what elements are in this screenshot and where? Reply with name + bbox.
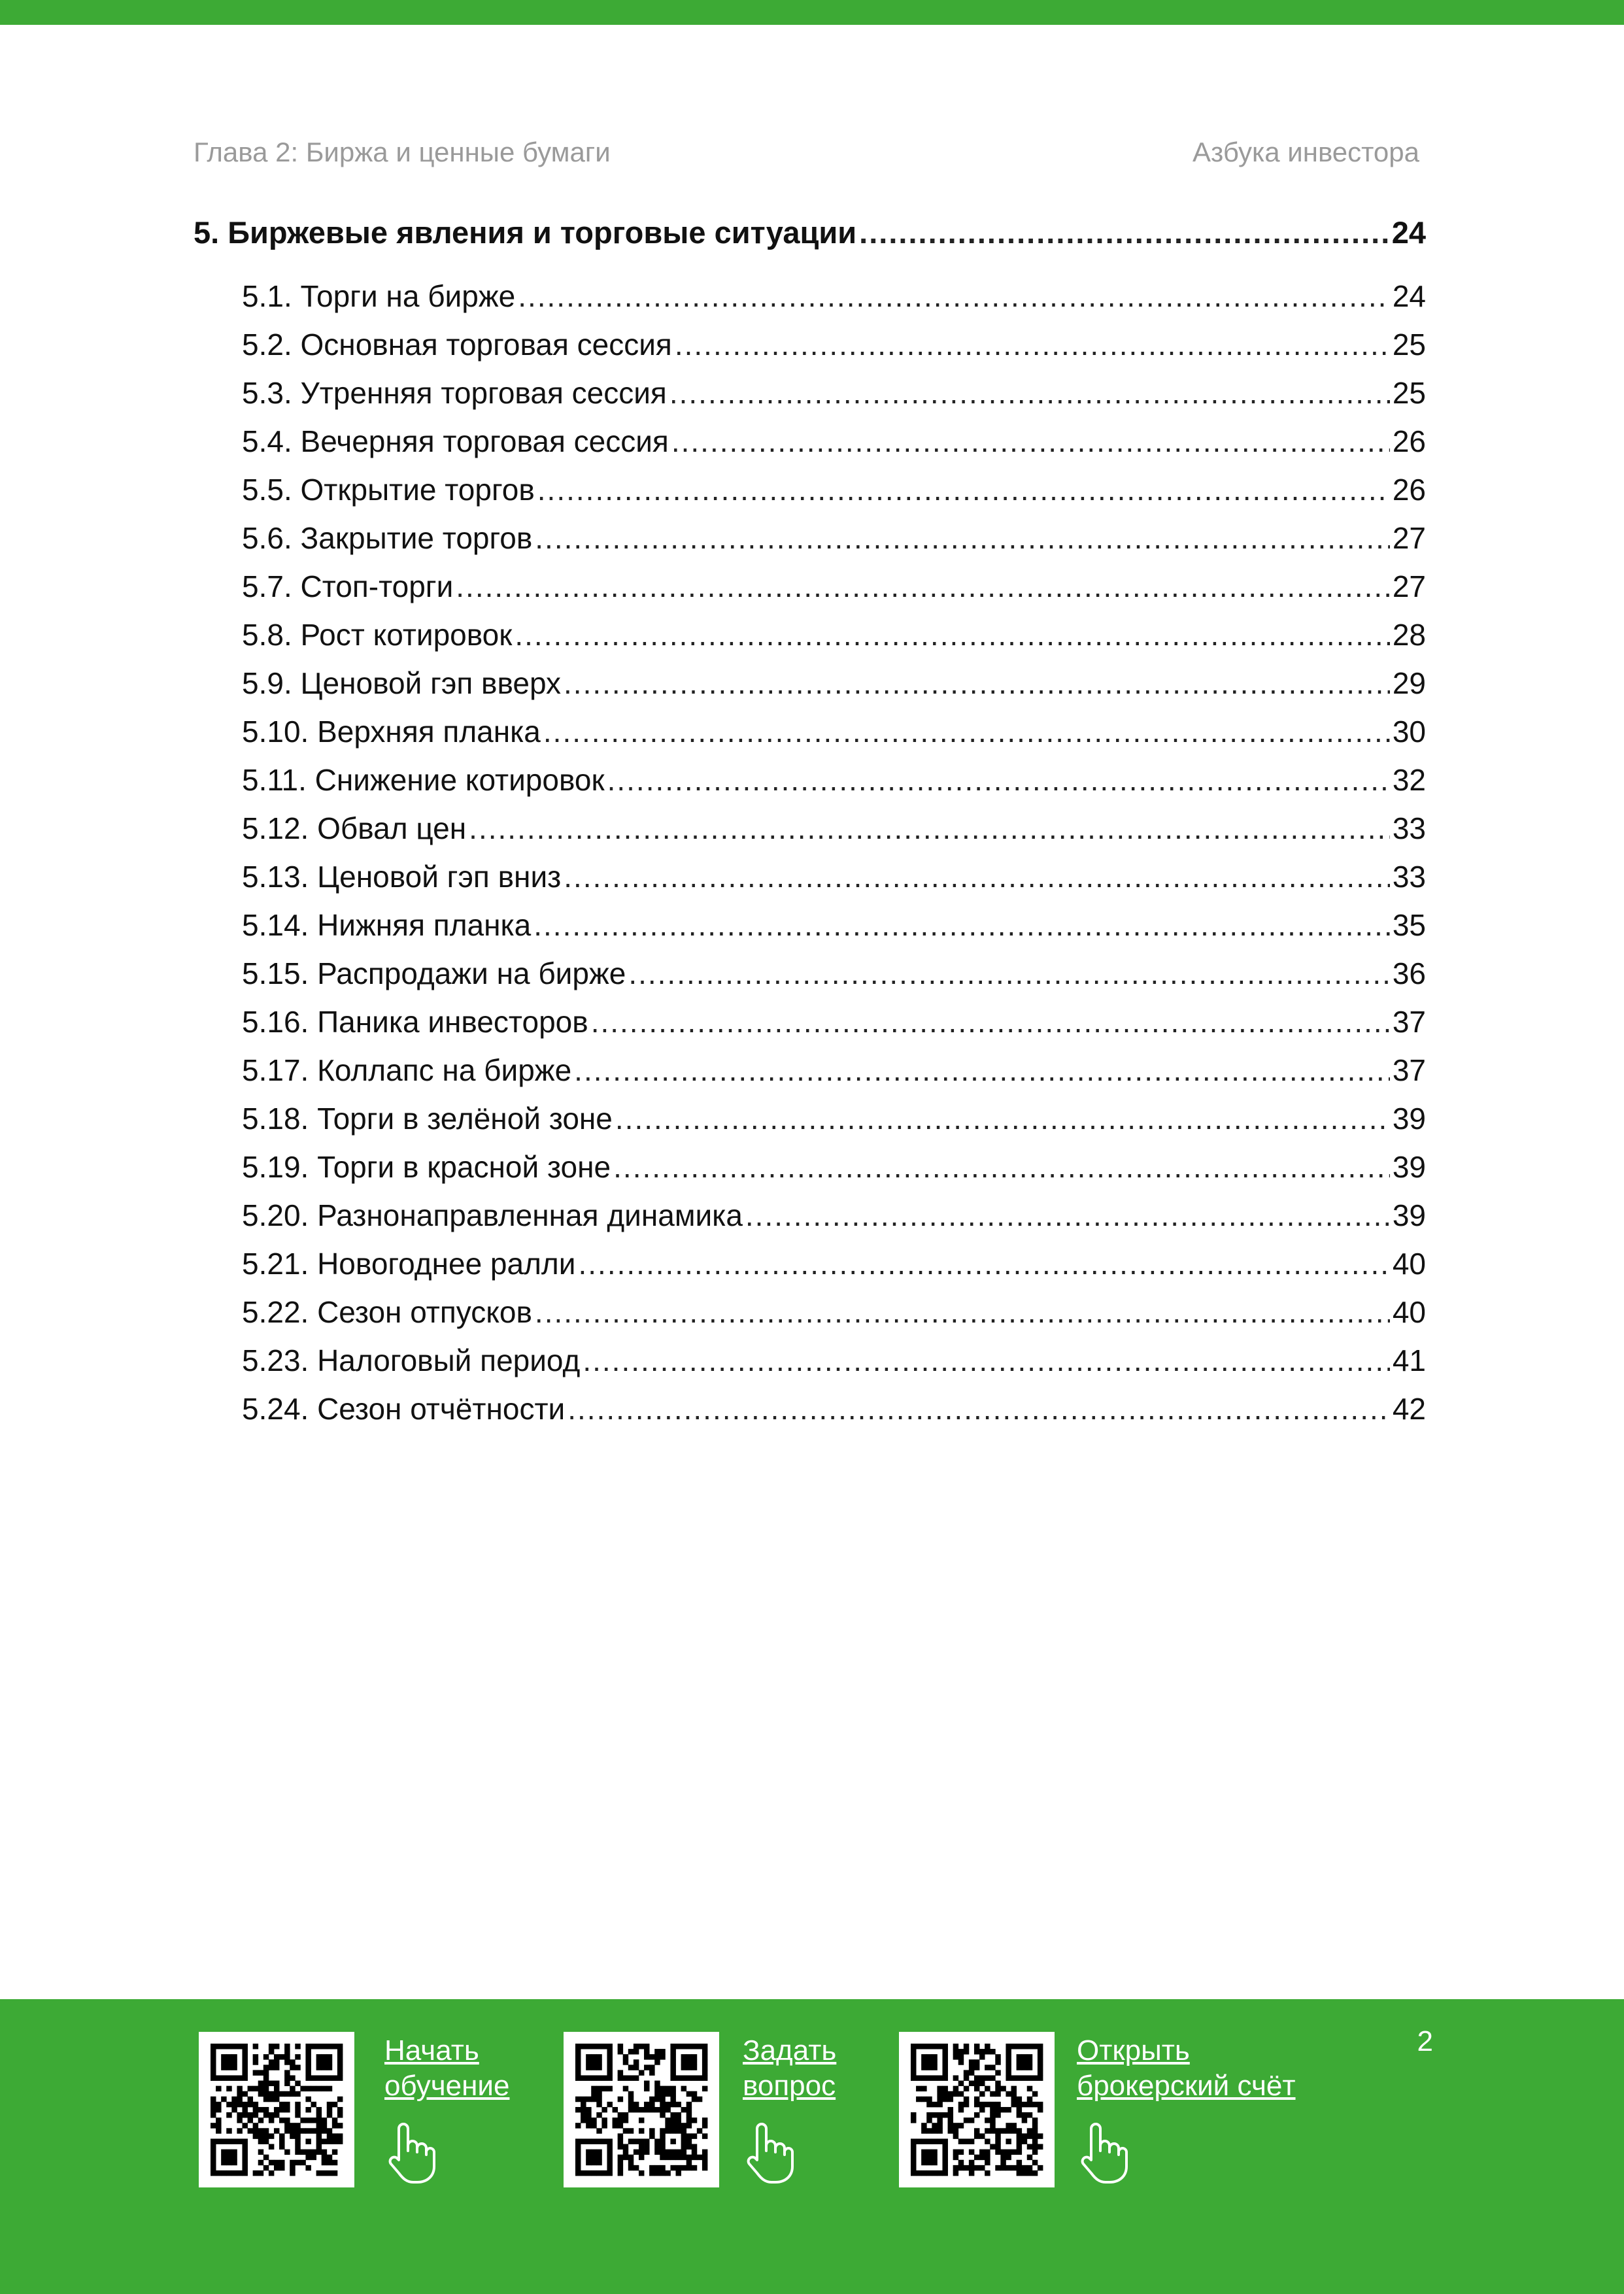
toc-entry-page: 27: [1392, 569, 1426, 603]
toc-entry[interactable]: [194, 949, 1426, 998]
top-accent-bar: [0, 0, 1624, 25]
link-line-1: Открыть: [1077, 2034, 1190, 2066]
dot-leader: [671, 417, 1390, 465]
dot-leader: [578, 1240, 1389, 1288]
toc-entry-label: 5.19. Торги в красной зоне: [242, 1150, 611, 1184]
toc-entry-page: 35: [1392, 908, 1426, 942]
dot-leader: [518, 272, 1390, 320]
toc-entry-label: 5.17. Коллапс на бирже: [242, 1053, 572, 1087]
toc-entry[interactable]: [194, 272, 1426, 320]
toc-entry-label: 5.3. Утренняя торговая сессия: [242, 376, 667, 410]
hand-pointer-icon: [1077, 2121, 1129, 2186]
toc-entry-label: 5.13. Ценовой гэп вниз: [242, 860, 562, 894]
hand-pointer-icon: [743, 2121, 795, 2186]
toc-entry-label: 5.7. Стоп-торги: [242, 569, 454, 603]
dot-leader: [456, 562, 1390, 611]
toc-entry-label: 5.20. Разнонаправленная динамика: [242, 1198, 743, 1232]
dot-leader: [607, 756, 1390, 804]
toc-entry-page: 37: [1392, 1053, 1426, 1087]
qr-code[interactable]: [899, 2032, 1055, 2187]
toc-entry[interactable]: [194, 611, 1426, 659]
toc-entry-page: 26: [1392, 473, 1426, 507]
toc-entry[interactable]: [194, 804, 1426, 852]
toc-entry-label: 5.14. Нижняя планка: [242, 908, 532, 942]
footer-bar: [0, 1999, 1624, 2294]
toc-entry-page: 39: [1392, 1102, 1426, 1136]
toc-entry[interactable]: [194, 1143, 1426, 1191]
toc-entry-page: 26: [1392, 424, 1426, 458]
start-learning-link[interactable]: [384, 2033, 509, 2104]
chapter-title: Глава 2: Биржа и ценные бумаги: [194, 137, 611, 167]
ask-question-link[interactable]: [743, 2033, 836, 2104]
open-account-link[interactable]: [1077, 2033, 1296, 2104]
toc-entry-label: 5. Биржевые явления и торговые ситуации: [194, 215, 857, 250]
toc-entry-label: 5.21. Новогоднее ралли: [242, 1247, 576, 1281]
dot-leader: [583, 1336, 1389, 1385]
toc-entry-page: 24: [1392, 279, 1426, 313]
toc-entry-label: 5.4. Вечерняя торговая сессия: [242, 424, 669, 458]
hand-pointer-icon: [384, 2121, 437, 2186]
toc-entry[interactable]: [194, 707, 1426, 756]
toc-section-entry[interactable]: [194, 208, 1426, 258]
toc-entry-page: 40: [1392, 1295, 1426, 1329]
toc-entry[interactable]: [194, 998, 1426, 1046]
toc-entry[interactable]: [194, 562, 1426, 611]
toc-entry-label: 5.23. Налоговый период: [242, 1343, 581, 1377]
dot-leader: [615, 1094, 1390, 1143]
toc-entry[interactable]: [194, 1191, 1426, 1240]
toc-entry-page: 25: [1392, 328, 1426, 362]
toc-entry-page: 30: [1392, 715, 1426, 749]
toc-entry[interactable]: [194, 756, 1426, 804]
dot-leader: [533, 901, 1390, 949]
qr-code[interactable]: [564, 2032, 719, 2187]
toc-entry-page: 27: [1392, 521, 1426, 555]
toc-entry-page: 32: [1392, 763, 1426, 797]
link-line-2: брокерский счёт: [1077, 2070, 1296, 2102]
toc-entry[interactable]: [194, 514, 1426, 562]
book-title: Азбука инвестора: [1193, 137, 1419, 167]
link-line-2: вопрос: [743, 2070, 836, 2102]
toc-entry[interactable]: [194, 369, 1426, 417]
toc-entry-label: 5.12. Обвал цен: [242, 811, 467, 845]
dot-leader: [535, 514, 1390, 562]
dot-leader: [515, 611, 1389, 659]
toc-entry-label: 5.15. Распродажи на бирже: [242, 956, 626, 990]
toc-entry-label: 5.1. Торги на бирже: [242, 279, 516, 313]
toc-entry[interactable]: [194, 1288, 1426, 1336]
toc-entry-page: 36: [1392, 956, 1426, 990]
toc-entry[interactable]: [194, 320, 1426, 369]
toc-entry-page: 29: [1392, 666, 1426, 700]
toc-entry-label: 5.24. Сезон отчётности: [242, 1392, 566, 1426]
dot-leader: [675, 320, 1390, 369]
toc-entry-label: 5.11. Снижение котировок: [242, 763, 605, 797]
toc-entry-label: 5.10. Верхняя планка: [242, 715, 541, 749]
toc-entry[interactable]: [194, 659, 1426, 707]
toc-entry-page: 41: [1392, 1343, 1426, 1377]
toc-entry-page: 40: [1392, 1247, 1426, 1281]
dot-leader: [469, 804, 1390, 852]
toc-entry-label: 5.22. Сезон отпусков: [242, 1295, 532, 1329]
dot-leader: [613, 1143, 1390, 1191]
dot-leader: [535, 1288, 1390, 1336]
dot-leader: [574, 1046, 1390, 1094]
dot-leader: [537, 465, 1390, 514]
page-number: 2: [1417, 2025, 1433, 2057]
toc-entry[interactable]: [194, 417, 1426, 465]
toc-entry-page: 39: [1392, 1150, 1426, 1184]
table-of-contents: [194, 208, 1426, 1433]
toc-entry-page: 25: [1392, 376, 1426, 410]
dot-leader: [745, 1191, 1390, 1240]
dot-leader: [628, 949, 1390, 998]
toc-entry-label: 5.8. Рост котировок: [242, 618, 513, 652]
qr-code[interactable]: [199, 2032, 354, 2187]
dot-leader: [543, 707, 1390, 756]
toc-entry-page: 42: [1392, 1392, 1426, 1426]
toc-entry-page: 37: [1392, 1005, 1426, 1039]
dot-leader: [564, 852, 1390, 901]
toc-entry[interactable]: [194, 1094, 1426, 1143]
toc-entry-page: 28: [1392, 618, 1426, 652]
toc-entry-label: 5.6. Закрытие торгов: [242, 521, 533, 555]
toc-entry-page: 39: [1392, 1198, 1426, 1232]
toc-entry-label: 5.16. Паника инвесторов: [242, 1005, 588, 1039]
toc-entry-page: 33: [1392, 860, 1426, 894]
dot-leader: [859, 208, 1389, 258]
toc-entry[interactable]: [194, 1336, 1426, 1385]
toc-entry-label: 5.18. Торги в зелёной зоне: [242, 1102, 613, 1136]
link-line-1: Задать: [743, 2034, 837, 2066]
toc-entry[interactable]: [194, 1046, 1426, 1094]
dot-leader: [564, 659, 1390, 707]
link-line-2: обучение: [384, 2070, 510, 2102]
dot-leader: [591, 998, 1390, 1046]
link-line-1: Начать: [384, 2034, 479, 2066]
toc-entry[interactable]: [194, 1240, 1426, 1288]
toc-entry-label: 5.5. Открытие торгов: [242, 473, 535, 507]
toc-entry[interactable]: [194, 1385, 1426, 1433]
dot-leader: [669, 369, 1390, 417]
toc-entry[interactable]: [194, 901, 1426, 949]
toc-entry[interactable]: [194, 465, 1426, 514]
toc-entry-label: 5.2. Основная торговая сессия: [242, 328, 672, 362]
toc-entry[interactable]: [194, 852, 1426, 901]
toc-entry-label: 5.9. Ценовой гэп вверх: [242, 666, 562, 700]
toc-entry-page: 33: [1392, 811, 1426, 845]
dot-leader: [567, 1385, 1390, 1433]
toc-entry-page: 24: [1391, 215, 1426, 250]
